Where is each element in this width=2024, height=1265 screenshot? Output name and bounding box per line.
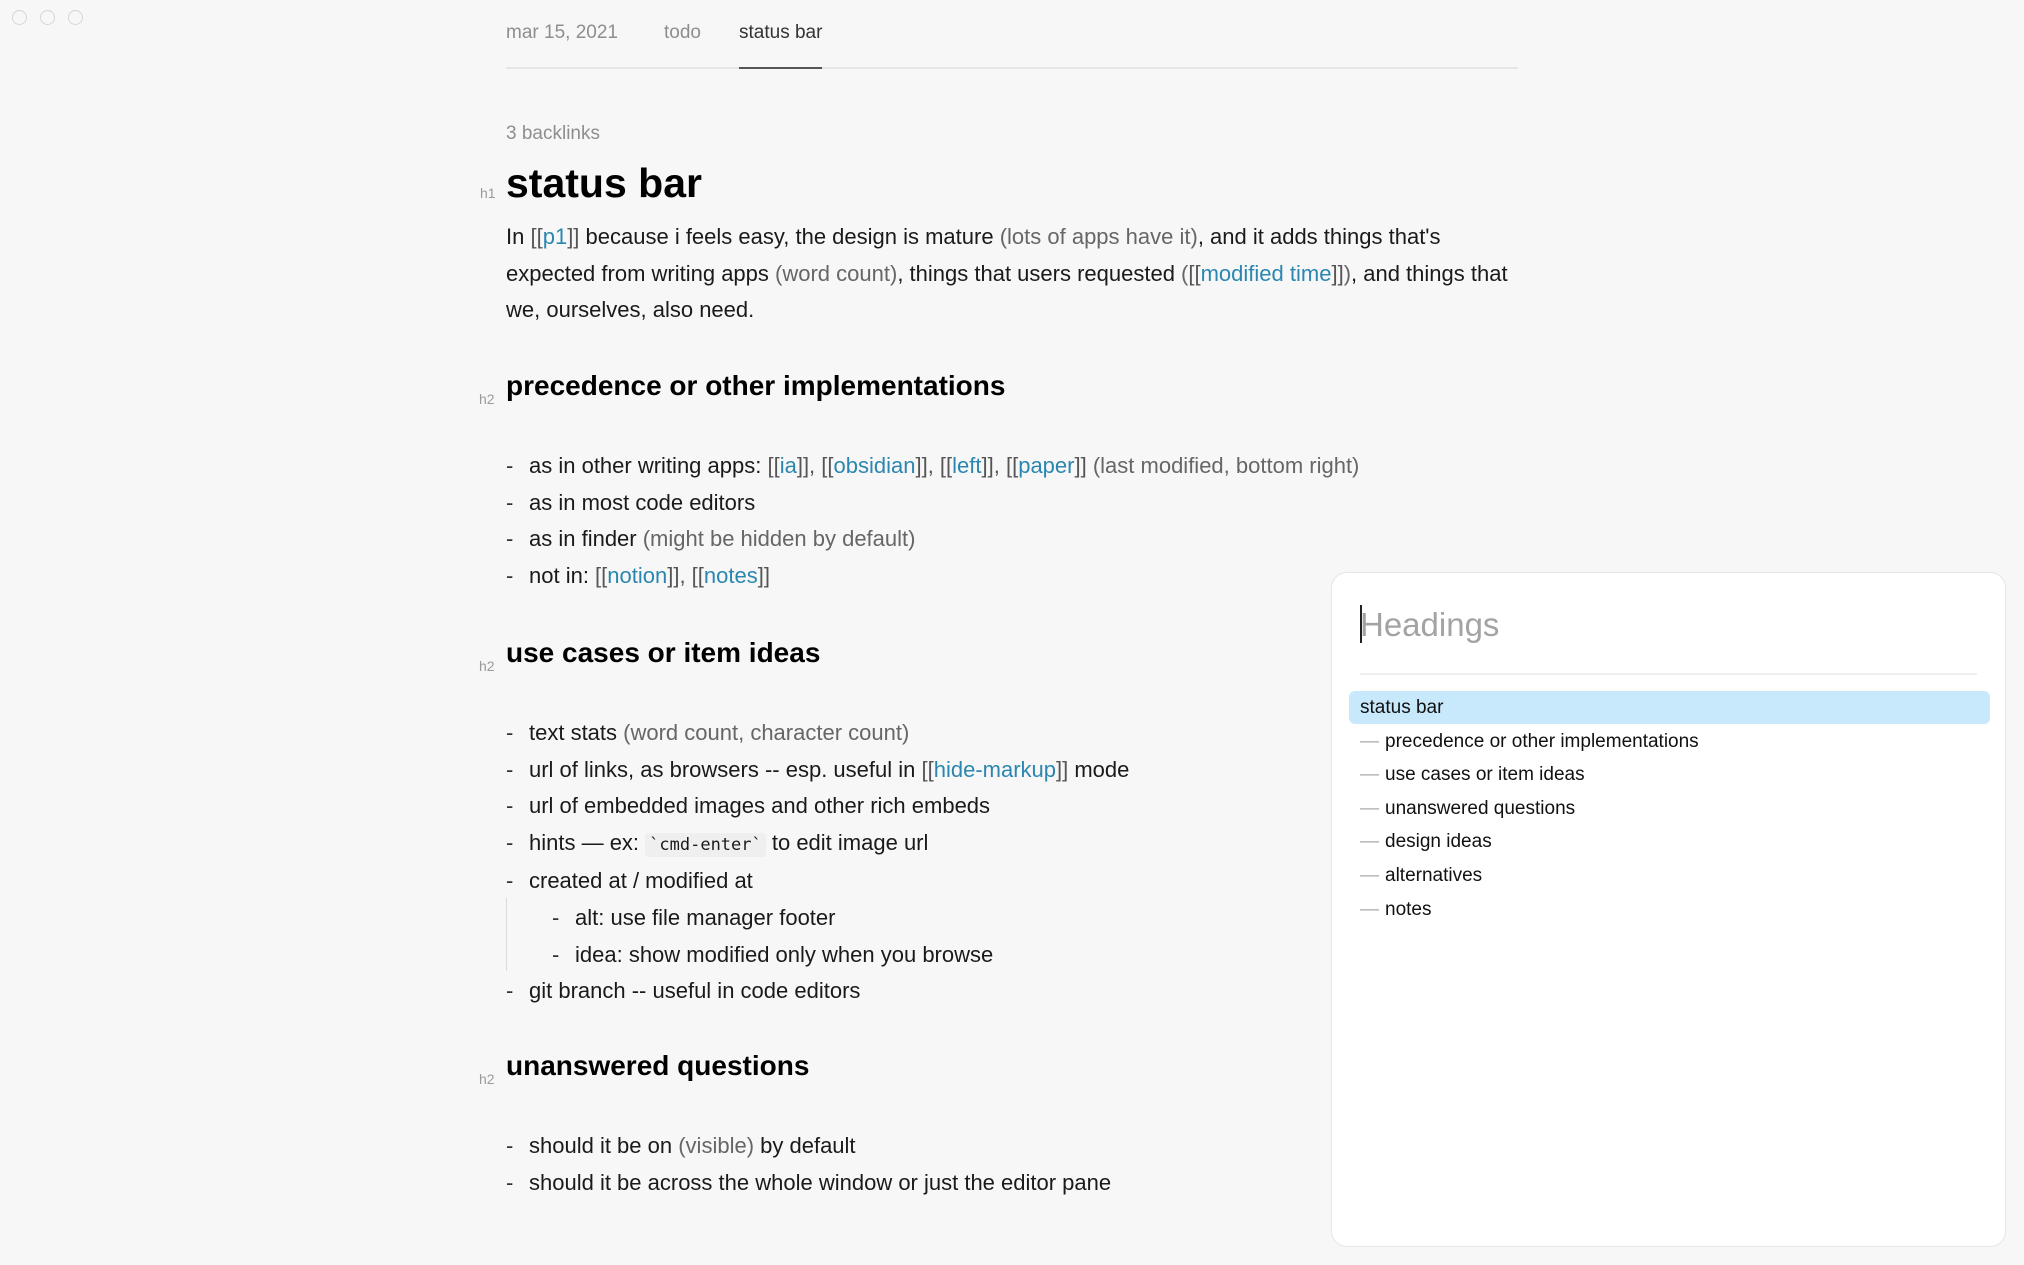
heading-item-label: design ideas — [1385, 831, 1492, 853]
zoom-window-button[interactable] — [68, 10, 83, 25]
text-segment: url of embedded images and other rich embeds — [529, 793, 991, 819]
link-brackets: ]], [[ — [796, 453, 834, 478]
wiki-link[interactable]: paper — [1018, 453, 1075, 478]
close-window-button[interactable] — [12, 10, 27, 25]
link-brackets: ]], [[ — [667, 562, 704, 588]
h2-marker: h2 — [479, 1071, 495, 1087]
list-item — [506, 485, 1359, 522]
link-brackets: [[ — [767, 453, 780, 478]
level-dash: — — [1360, 865, 1379, 886]
list-item — [506, 752, 1129, 789]
bullet-dash: - — [506, 756, 514, 782]
bullet-dash: - — [506, 1169, 514, 1195]
text-segment: created at / modified at — [529, 868, 753, 894]
wiki-link[interactable]: hide-markup — [933, 756, 1056, 782]
section-heading: precedence or other implementations — [506, 370, 1006, 401]
wiki-link[interactable]: modified time — [1200, 260, 1332, 286]
list-item — [506, 1128, 1111, 1165]
text-segment: url of links, as browsers -- esp. useful in — [529, 756, 922, 782]
link-brackets: ]], [[ — [915, 453, 953, 478]
muted-text: (visible) — [678, 1133, 755, 1158]
text-segment: as in most code editors — [529, 489, 756, 515]
heading-item[interactable] — [1349, 691, 1990, 724]
inline-code: `cmd-enter` — [645, 833, 766, 857]
list-item — [506, 825, 1129, 864]
bullet-dash: - — [506, 489, 514, 515]
heading-item[interactable] — [1349, 725, 1990, 758]
link-brackets: ]] — [1331, 260, 1344, 286]
text-segment: , and it adds things that's expected from writing apps — [506, 224, 1441, 286]
list-item — [506, 973, 1129, 1010]
heading-item-label: precedence or other implementations — [1385, 730, 1699, 752]
wiki-link[interactable]: notes — [703, 562, 758, 588]
level-dash: — — [1360, 730, 1379, 752]
text-segment: , things that users requested — [897, 260, 1182, 286]
bullet-dash: - — [506, 720, 514, 745]
section-heading: use cases or item ideas — [506, 637, 821, 668]
h1-marker: h1 — [480, 185, 496, 201]
link-brackets: ]] — [1074, 453, 1087, 478]
text-segment: by default — [754, 1133, 856, 1158]
link-brackets: ]] — [567, 224, 580, 249]
link-brackets: [[ — [595, 562, 608, 588]
text-segment: In — [506, 224, 531, 249]
heading-item-label: status bar — [1360, 697, 1444, 718]
list-item — [506, 448, 1359, 485]
wiki-link[interactable]: notion — [607, 562, 668, 588]
level-dash: — — [1360, 764, 1379, 786]
bullet-dash: - — [506, 453, 514, 478]
headings-panel — [1331, 572, 2006, 1247]
link-brackets: ]] — [1056, 756, 1069, 782]
text-segment: mode — [1068, 756, 1130, 782]
wiki-link[interactable]: obsidian — [833, 453, 916, 478]
heading-item-label: notes — [1385, 898, 1432, 920]
heading-item[interactable] — [1349, 792, 1990, 825]
page-title: status bar — [506, 160, 702, 206]
text-segment: alt: use file manager footer — [575, 904, 836, 930]
link-brackets: [[ — [921, 756, 934, 782]
list-item — [506, 558, 1359, 595]
text-segment: as in finder — [529, 526, 643, 552]
bullet-dash: - — [506, 978, 514, 1004]
bullet-list — [506, 448, 1359, 594]
heading-item-label: unanswered questions — [1385, 797, 1576, 819]
backlinks-count[interactable]: 3 backlinks — [506, 123, 600, 144]
list-item — [506, 1165, 1111, 1202]
text-segment: , and things that we, ourselves, also need. — [506, 260, 1508, 322]
bullet-dash: - — [552, 941, 560, 967]
heading-item[interactable] — [1349, 859, 1990, 892]
text-cursor — [1360, 605, 1362, 643]
link-brackets: [[ — [530, 224, 543, 249]
wiki-link[interactable]: ia — [779, 453, 797, 478]
text-segment: to edit image url — [765, 829, 929, 855]
text-segment: hints — ex: — [529, 829, 646, 855]
level-dash: — — [1360, 797, 1379, 819]
muted-text: (last modified, bottom right) — [1086, 453, 1360, 478]
muted-text: ) — [1343, 260, 1352, 286]
bullet-list — [506, 1128, 1111, 1201]
text-segment: not in: — [529, 562, 596, 588]
muted-text: (might be hidden by default) — [642, 526, 916, 552]
h2-marker: h2 — [479, 658, 495, 674]
tab-todo[interactable]: todo — [664, 22, 701, 43]
heading-item[interactable] — [1349, 758, 1990, 791]
wiki-link[interactable]: left — [952, 453, 982, 478]
list-item — [552, 900, 1129, 937]
bullet-list — [506, 715, 1129, 1010]
text-segment: as in other writing apps: — [529, 453, 768, 478]
heading-item[interactable] — [1349, 893, 1990, 926]
section-heading: unanswered questions — [506, 1050, 810, 1081]
heading-item[interactable] — [1349, 825, 1990, 858]
text-segment: should it be across the whole window or just the editor pane — [529, 1169, 1112, 1195]
intro-paragraph — [506, 219, 1516, 329]
text-segment: idea: show modified only when you browse — [575, 941, 994, 967]
h2-marker: h2 — [479, 391, 495, 407]
list-item — [506, 715, 1129, 752]
list-item — [506, 521, 1359, 558]
divider — [1360, 673, 1977, 675]
heading-item-label: alternatives — [1385, 865, 1483, 886]
muted-text: (word count, character count) — [623, 720, 910, 745]
wiki-link[interactable]: p1 — [542, 224, 568, 249]
muted-text: (word count) — [775, 260, 898, 286]
muted-text: ( — [1181, 260, 1189, 286]
minimize-window-button[interactable] — [40, 10, 55, 25]
link-brackets: ]] — [757, 562, 770, 588]
muted-text: (lots of apps have it) — [999, 224, 1198, 249]
text-segment: because i feels easy, the design is mature — [579, 224, 1000, 249]
text-segment: should it be on — [529, 1133, 679, 1158]
list-item — [506, 863, 1129, 900]
headings-search-input[interactable] — [1360, 603, 1980, 647]
bullet-dash: - — [506, 829, 514, 855]
bullet-dash: - — [506, 793, 514, 819]
bullet-dash: - — [506, 526, 514, 552]
text-segment: git branch -- useful in code editors — [529, 978, 861, 1004]
tab-bar — [506, 20, 1518, 69]
list-item — [506, 788, 1129, 825]
indent-guide — [506, 898, 507, 971]
bullet-dash: - — [506, 868, 514, 894]
heading-item-label: use cases or item ideas — [1385, 764, 1585, 786]
tab-mar-15-2021[interactable]: mar 15, 2021 — [506, 22, 618, 43]
level-dash: — — [1360, 831, 1379, 853]
bullet-dash: - — [506, 562, 514, 588]
tab-status-bar[interactable]: status bar — [739, 22, 822, 69]
list-item — [552, 937, 1129, 974]
link-brackets: [[ — [1188, 260, 1201, 286]
bullet-dash: - — [552, 904, 560, 930]
level-dash: — — [1360, 898, 1379, 920]
bullet-dash: - — [506, 1133, 514, 1158]
text-segment: text stats — [529, 720, 624, 745]
link-brackets: ]], [[ — [981, 453, 1019, 478]
